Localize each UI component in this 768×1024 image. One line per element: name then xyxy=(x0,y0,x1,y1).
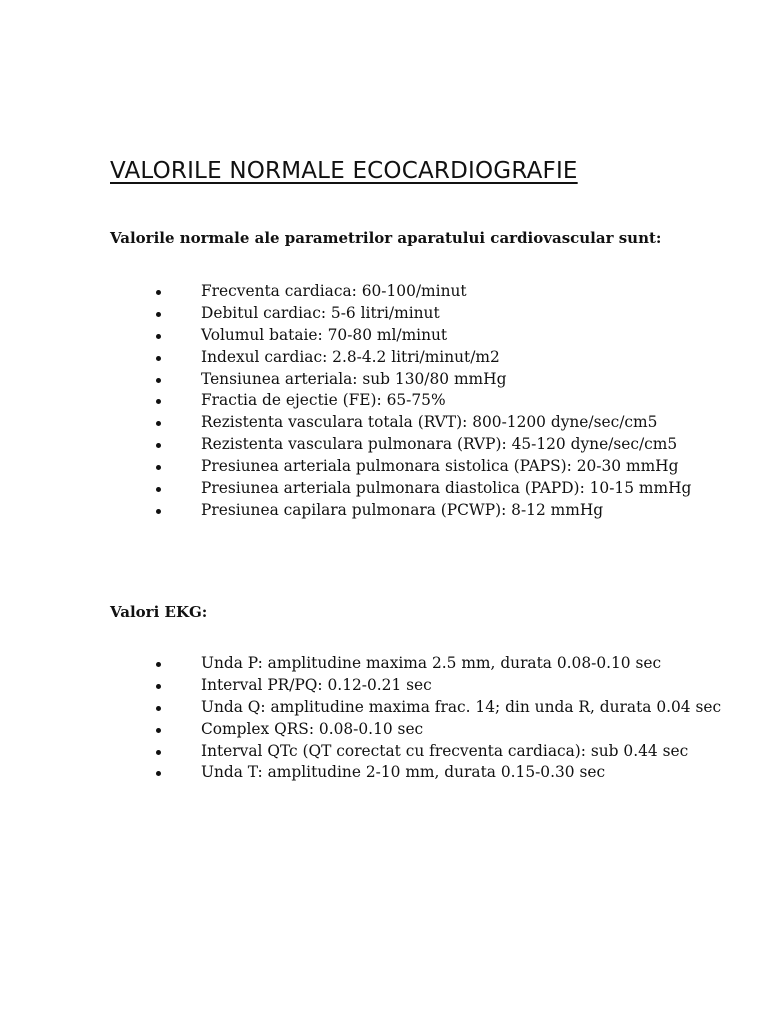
list-item xyxy=(0,478,691,500)
list-item-text: Unda Q: amplitudine maxima frac. 14; din unda R, durata 0.04 sec xyxy=(201,697,722,716)
list-item-text: Debitul cardiac: 5-6 litri/minut xyxy=(201,303,440,322)
bullet-icon xyxy=(156,487,161,492)
list-item-text: Presiunea arteriala pulmonara sistolica (PAPS): 20-30 mmHg xyxy=(201,457,679,476)
bullet-icon xyxy=(156,771,161,776)
bullet-icon xyxy=(156,290,161,295)
list-item xyxy=(0,434,691,456)
list-item xyxy=(0,500,691,522)
bullet-icon xyxy=(156,684,161,689)
bullet-icon xyxy=(156,662,161,667)
list-item xyxy=(0,390,691,412)
document-title: VALORILE NORMALE ECOCARDIOGRAFIE xyxy=(110,158,578,184)
list-item-text: Presiunea capilara pulmonara (PCWP): 8-12 mmHg xyxy=(201,500,604,519)
list-item xyxy=(0,412,691,434)
ekg-values-list xyxy=(0,653,721,784)
list-item-text: Rezistenta vasculara pulmonara (RVP): 45-120 dyne/sec/cm5 xyxy=(201,435,678,454)
bullet-icon xyxy=(156,399,161,404)
bullet-icon xyxy=(156,356,161,361)
list-item xyxy=(0,675,721,697)
list-item-text: Presiunea arteriala pulmonara diastolica (PAPD): 10-15 mmHg xyxy=(201,479,692,498)
bullet-icon xyxy=(156,443,161,448)
list-item-text: Unda T: amplitudine 2-10 mm, durata 0.15-0.30 sec xyxy=(201,763,606,782)
list-item xyxy=(0,369,691,391)
list-item xyxy=(0,762,721,784)
bullet-icon xyxy=(156,509,161,514)
list-item xyxy=(0,456,691,478)
list-item xyxy=(0,347,691,369)
bullet-icon xyxy=(156,378,161,383)
list-item-text: Volumul bataie: 70-80 ml/minut xyxy=(201,325,448,344)
list-item-text: Tensiunea arteriala: sub 130/80 mmHg xyxy=(201,369,507,388)
list-item-text: Interval QTc (QT corectat cu frecventa cardiaca): sub 0.44 sec xyxy=(201,741,689,760)
list-item xyxy=(0,719,721,741)
bullet-icon xyxy=(156,706,161,711)
list-item xyxy=(0,697,721,719)
list-item-text: Fractia de ejectie (FE): 65-75% xyxy=(201,391,446,410)
list-item-text: Rezistenta vasculara totala (RVT): 800-1200 dyne/sec/cm5 xyxy=(201,413,658,432)
bullet-icon xyxy=(156,334,161,339)
list-item xyxy=(0,303,691,325)
list-item xyxy=(0,741,721,763)
ekg-heading: Valori EKG: xyxy=(110,603,208,621)
bullet-icon xyxy=(156,750,161,755)
bullet-icon xyxy=(156,465,161,470)
intro-heading: Valorile normale ale parametrilor aparatului cardiovascular sunt: xyxy=(110,229,662,247)
bullet-icon xyxy=(156,728,161,733)
list-item xyxy=(0,653,721,675)
bullet-icon xyxy=(156,421,161,426)
list-item xyxy=(0,281,691,303)
list-item xyxy=(0,325,691,347)
cardio-values-list xyxy=(0,281,691,522)
list-item-text: Interval PR/PQ: 0.12-0.21 sec xyxy=(201,675,432,694)
list-item-text: Unda P: amplitudine maxima 2.5 mm, durata 0.08-0.10 sec xyxy=(201,654,662,672)
list-item-text: Frecventa cardiaca: 60-100/minut xyxy=(201,282,467,300)
bullet-icon xyxy=(156,312,161,317)
list-item-text: Indexul cardiac: 2.8-4.2 litri/minut/m2 xyxy=(201,347,500,366)
list-item-text: Complex QRS: 0.08-0.10 sec xyxy=(201,719,424,738)
